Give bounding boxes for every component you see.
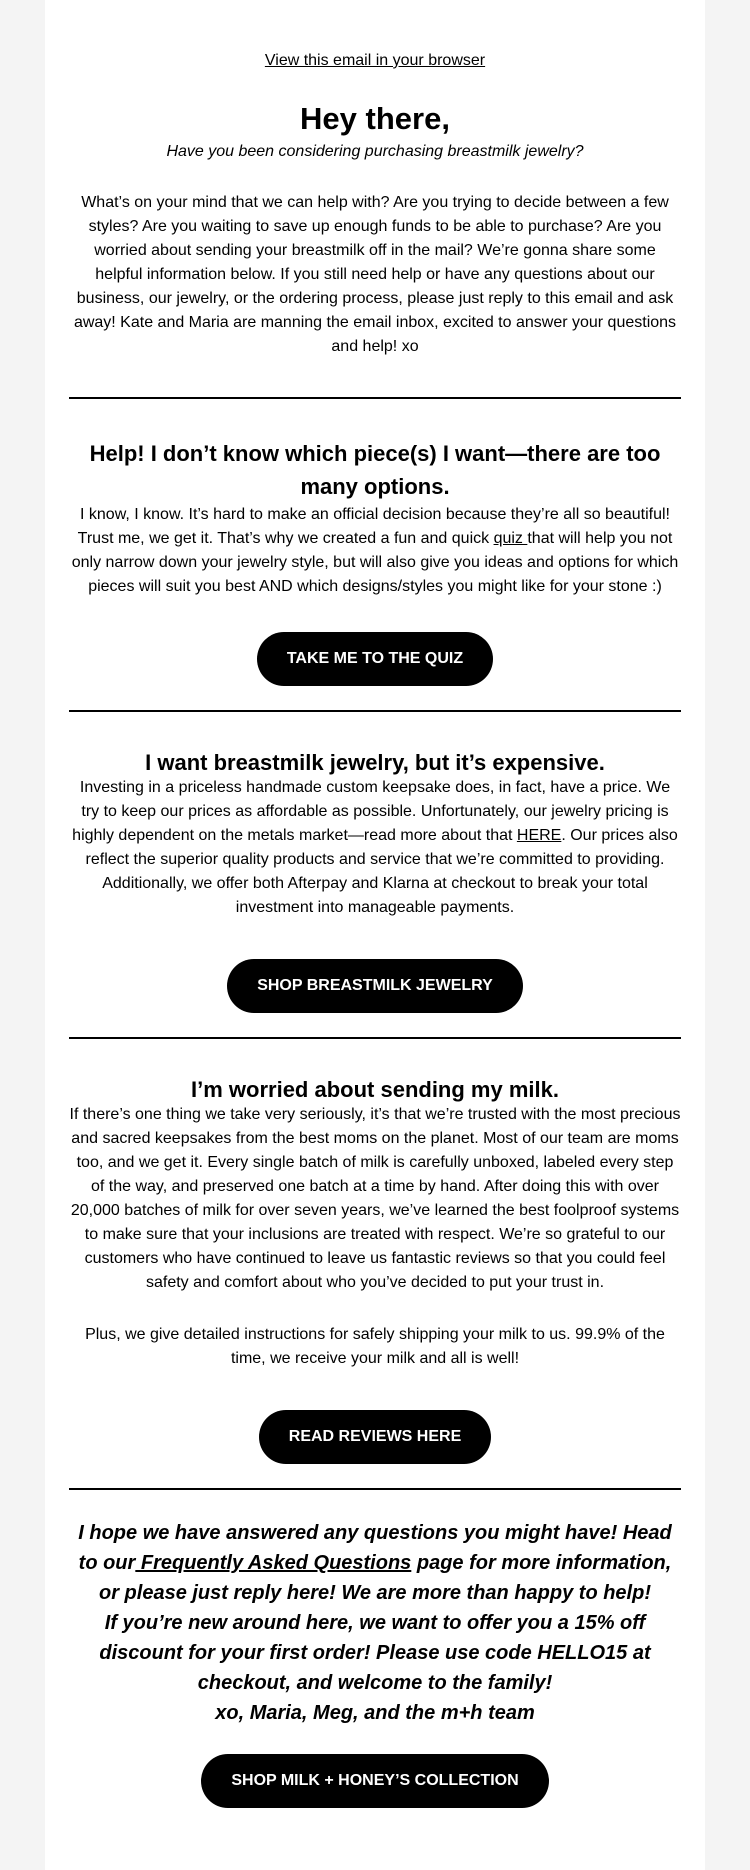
shipping-paragraph-1: If there’s one thing we take very seriously, it’s that we’re trusted with the most precious and sacred keepsakes from the best moms on the planet. Most of our team are moms too, and we get it. Every single batch of milk is carefully unboxed, labeled every step of the way, and preserved one batch at a time by hand. After doing this with over 20,000 batches of milk for over seven years, we’ve learned the best foolproof systems to make sure that your inclusions are treated with respect. We’re so grateful to our customers who have continued to leave us fantastic reviews so that you could feel safety and comfort about who you’ve decided to put your trust in.	[69, 1106, 681, 1291]
price-paragraph	[69, 776, 681, 920]
read-reviews-button[interactable]: READ REVIEWS HERE	[259, 1410, 491, 1464]
shipping-paragraph-2: Plus, we give detailed instructions for safely shipping your milk to us. 99.9% of the time, we receive your milk and all is well!	[85, 1326, 665, 1367]
greeting-title: Hey there,	[300, 101, 450, 136]
discount-paragraph: If you’re new around here, we want to offer you a 15% off discount for your first order! Please use code HELLO15 at checkout, and welcome to the family!	[99, 1612, 651, 1694]
closing-section	[69, 1490, 681, 1808]
shipping-section	[69, 1039, 681, 1488]
closing-text-before: I hope we have answered any questions you might have! Head to our	[78, 1522, 672, 1574]
faq-link[interactable]: Frequently Asked Questions	[135, 1552, 412, 1574]
quiz-paragraph	[69, 503, 681, 599]
signoff: xo, Maria, Meg, and the m+h team	[215, 1702, 535, 1724]
email-container	[45, 0, 705, 1870]
closing-text-after: page for more information, or please just reply here! We are more than happy to help!	[99, 1552, 672, 1604]
quiz-link[interactable]: quiz	[493, 530, 528, 547]
intro-paragraph: What’s on your mind that we can help with? Are you trying to decide between a few styles? Are you waiting to save up enough funds to be able to purchase? Are you worried about sending your breastmilk off in the mail? We’re gonna share some helpful information below. If you still need help or have any questions about our business, our jewelry, or the ordering process, please just reply to this email and ask away! Kate and Maria are manning the email inbox, excited to answer your questions and help! xo	[73, 194, 677, 355]
price-text-after: . Our prices also reflect the superior quality products and service that we’re committed to providing. Additionally, we offer both Afterpay and Klarna at checkout to break your total investment into manageable payments.	[85, 827, 678, 916]
greeting-subtitle: Have you been considering purchasing breastmilk jewelry?	[166, 143, 584, 160]
metals-market-link[interactable]: HERE	[516, 827, 562, 844]
price-section	[69, 712, 681, 1037]
quiz-text-before: I know, I know. It’s hard to make an official decision because they’re all so beautiful! Trust me, we get it. That’s why we created a fun and quick	[77, 506, 670, 547]
price-text-before: Investing in a priceless handmade custom keepsake does, in fact, have a price. We try to keep our prices as affordable as possible. Unfortunately, our jewelry pricing is highly dependent on the metals market—read more about that	[72, 779, 671, 844]
view-in-browser-link[interactable]: View this email in your browser	[264, 52, 486, 69]
quiz-heading: Help! I don’t know which piece(s) I want—there are too many options.	[89, 441, 661, 499]
shop-collection-button[interactable]: SHOP MILK + HONEY’S COLLECTION	[201, 1754, 548, 1808]
email-content	[69, 0, 681, 1808]
shipping-heading: I’m worried about sending my milk.	[191, 1077, 559, 1102]
price-heading: I want breastmilk jewelry, but it’s expensive.	[145, 750, 605, 775]
quiz-text-after: that will help you not only narrow down your jewelry style, but will also give you ideas and options for which pieces will suit you best AND which designs/styles you might like for your stone :)	[71, 530, 679, 595]
take-quiz-button[interactable]: TAKE ME TO THE QUIZ	[257, 632, 493, 686]
quiz-section	[69, 399, 681, 710]
closing-paragraph	[69, 1518, 681, 1608]
shop-breastmilk-jewelry-button[interactable]: SHOP BREASTMILK JEWELRY	[227, 959, 523, 1013]
